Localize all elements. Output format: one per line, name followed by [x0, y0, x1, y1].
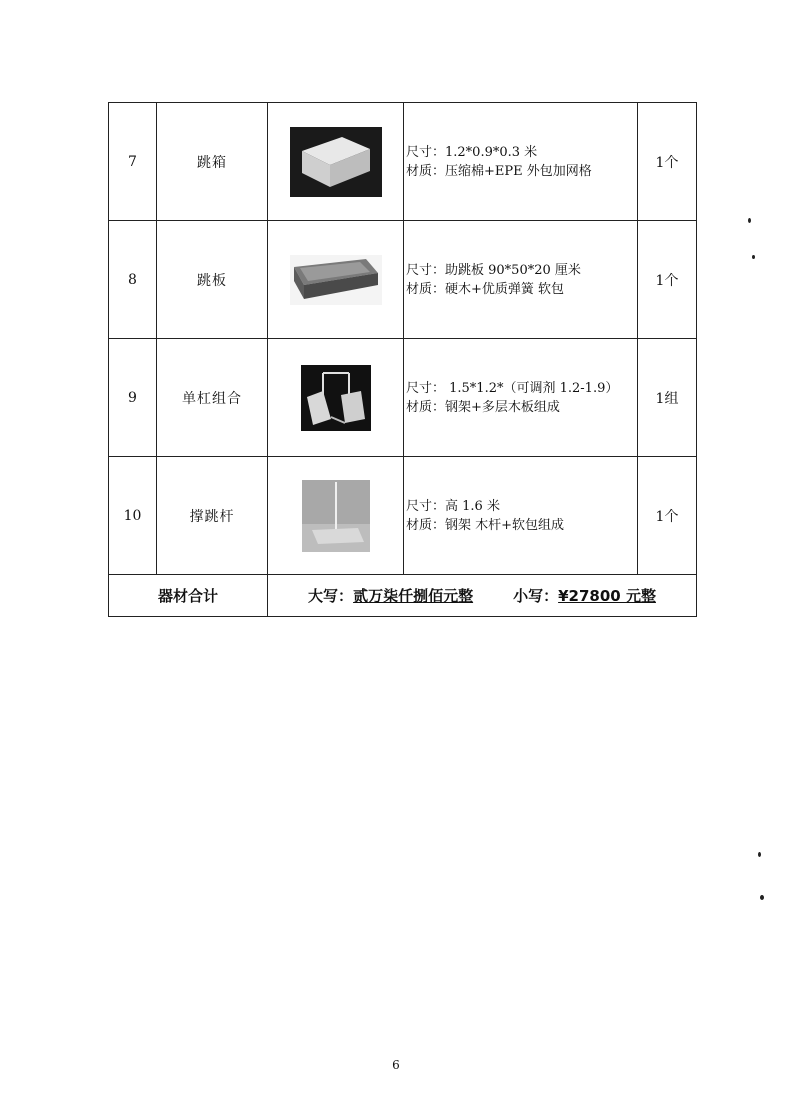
table-row [109, 221, 697, 339]
table-row [109, 103, 697, 221]
item-name: 跳箱 [157, 103, 268, 221]
item-quantity: 1个 [638, 457, 697, 575]
spec-size: 尺寸：1.2*0.9*0.3 米 [406, 144, 538, 160]
page-number: 6 [392, 1058, 400, 1072]
scan-speck [752, 255, 755, 259]
total-label: 器材合计 [109, 575, 268, 617]
spec-size: 尺寸： 1.5*1.2*（可调剂 1.2-1.9） [406, 380, 619, 396]
scan-speck [760, 895, 764, 900]
total-row [109, 575, 697, 617]
item-name: 撑跳杆 [157, 457, 268, 575]
spec-size: 尺寸：高 1.6 米 [406, 498, 500, 514]
scan-speck [748, 218, 751, 223]
spec-size: 尺寸：助跳板 90*50*20 厘米 [406, 262, 581, 278]
pole-vault-stand-photo [302, 480, 370, 552]
total-upper-prefix: 大写： [308, 587, 354, 605]
scan-speck [758, 852, 761, 857]
total-lower-prefix: 小写： [513, 587, 559, 605]
item-name: 跳板 [157, 221, 268, 339]
item-number: 7 [109, 103, 157, 221]
item-name: 单杠组合 [157, 339, 268, 457]
item-quantity: 1个 [638, 103, 697, 221]
item-number: 9 [109, 339, 157, 457]
item-number: 8 [109, 221, 157, 339]
spec-material: 材质：钢架 木杆+软包组成 [406, 517, 565, 533]
total-lower-value: ¥27800 元整 [558, 587, 656, 605]
table-row [109, 457, 697, 575]
spec-material: 材质：压缩棉+EPE 外包加网格 [406, 163, 592, 179]
equipment-table [108, 102, 697, 617]
vaulting-box-photo [290, 127, 382, 197]
item-quantity: 1组 [638, 339, 697, 457]
springboard-photo [290, 255, 382, 305]
total-upper-value: 贰万柒仟捌佰元整 [353, 587, 474, 605]
spec-material: 材质：钢架+多层木板组成 [406, 399, 560, 415]
horizontal-bar-set-photo [301, 365, 371, 431]
item-number: 10 [109, 457, 157, 575]
table-row [109, 339, 697, 457]
item-quantity: 1个 [638, 221, 697, 339]
spec-material: 材质：硬木+优质弹簧 软包 [406, 281, 565, 297]
